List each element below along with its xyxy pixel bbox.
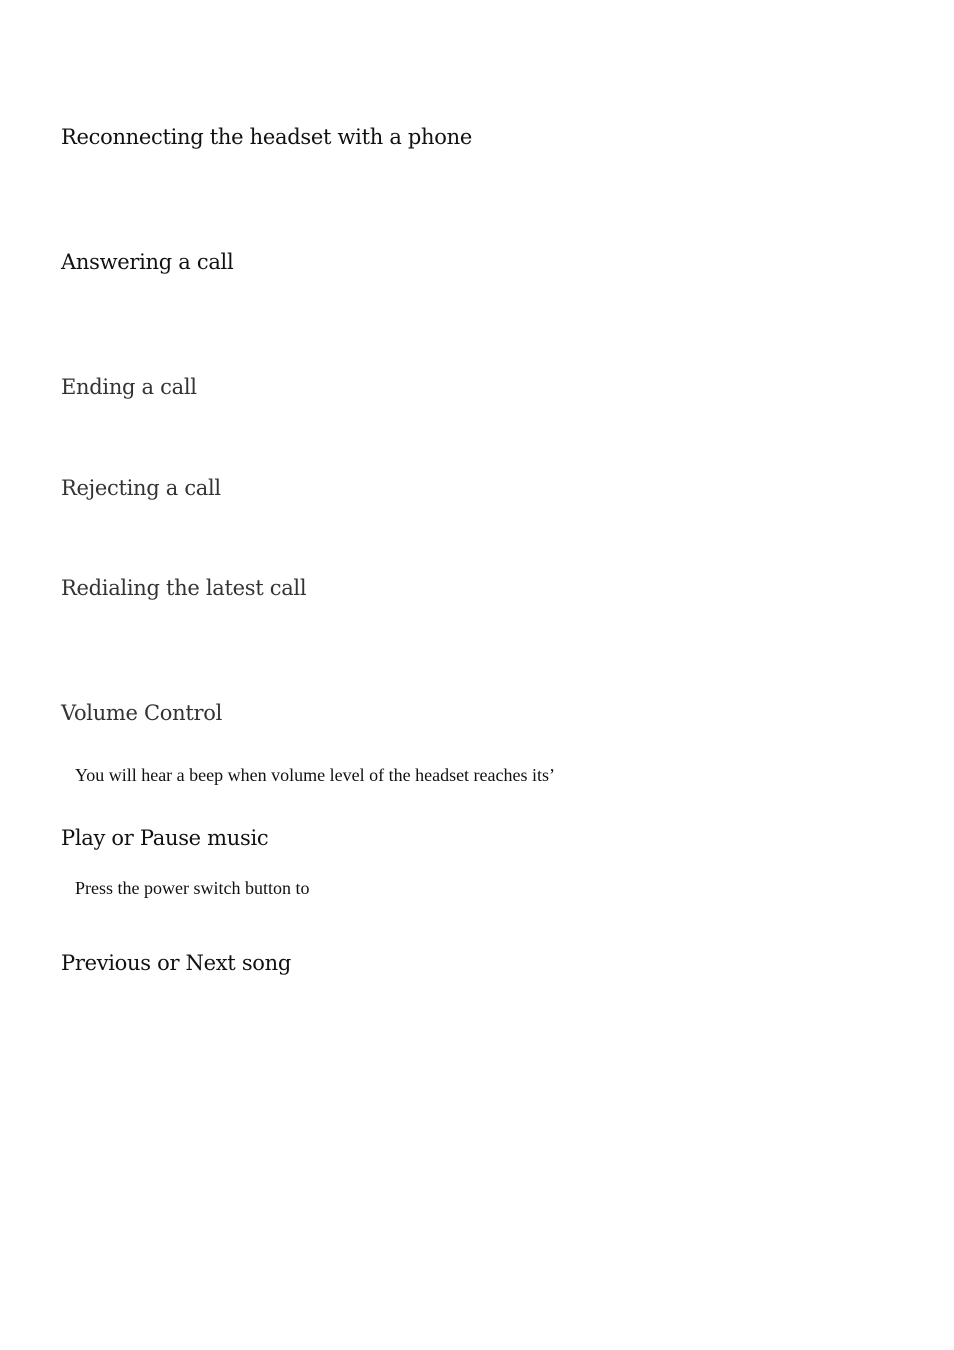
heading-rejecting-call: Rejecting a call [61, 476, 221, 500]
heading-answering-call: Answering a call [61, 250, 234, 274]
heading-previous-next-song: Previous or Next song [61, 951, 292, 975]
heading-reconnecting: Reconnecting the headset with a phone [61, 125, 472, 149]
volume-control-text: You will hear a beep when volume level of the headset reaches its’ [75, 765, 556, 785]
heading-ending-call: Ending a call [61, 375, 197, 399]
heading-volume-control: Volume Control [61, 701, 223, 725]
play-pause-text: Press the power switch button to [75, 878, 310, 898]
heading-play-pause-music: Play or Pause music [61, 826, 269, 850]
heading-redialing-call: Redialing the latest call [61, 576, 307, 600]
